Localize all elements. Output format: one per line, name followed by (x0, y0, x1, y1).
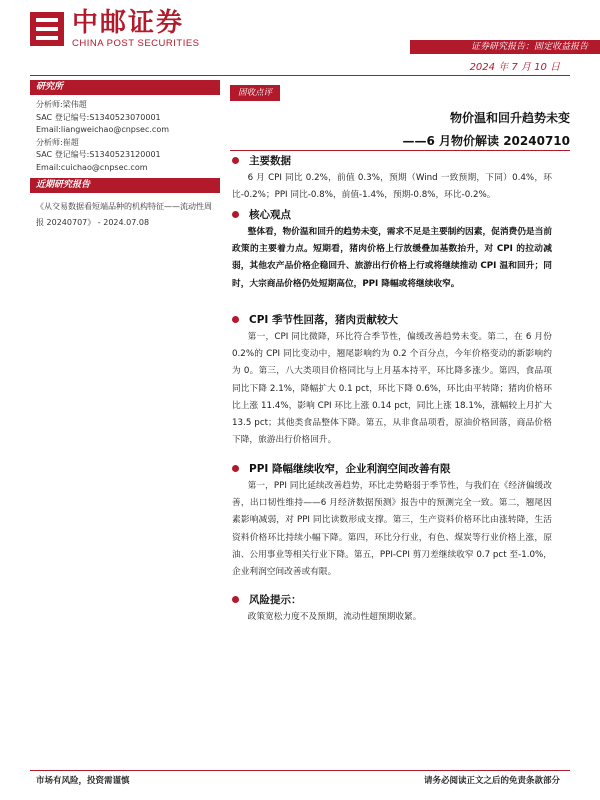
recent-reports-heading: 近期研究报告 (30, 178, 220, 193)
footer-disclaimer: 请务必阅读正文之后的免责条款部分 (423, 776, 560, 786)
brand-logo (30, 8, 200, 49)
report-category: 证券研究报告：固定收益报告 (470, 42, 588, 52)
section-text: 第一，PPI 同比延续改善趋势，环比走势略弱于季节性，与我们在《经济偏缓改善，出口韧性维持——6 月经济数据预测》报告中的预测完全一致。第二，翘尾因素影响减弱，对 PPI 同比读数形成支撑。第三，生产资料价格环比由涨转降，生活资料价格环比持续小幅下降。第四，环比分行业，有色、煤炭等行业价格上涨，原油、公用事业等相关行业下降。第五，PPI-CPI 剪刀差继续收窄 0.7 pct 至-1.0%，企业利润空间改善或有限。 (232, 481, 552, 578)
section-heading-core-views (232, 207, 291, 222)
recent-report-link[interactable]: 《从交易数据看短端品种的机构特征——流动性周报 20240707》 - 2024.07.08 (36, 202, 212, 227)
page-header (0, 0, 600, 80)
section-heading-cpi (232, 312, 398, 327)
section-heading-risk (232, 592, 302, 607)
section-title: 核心观点 (249, 209, 291, 221)
analyst-line: SAC 登记编号:S1340523120001 (36, 150, 161, 159)
report-type-tag: 固收点评 (230, 85, 280, 101)
main-content (230, 80, 570, 149)
report-date: 2024 年 7 月 10 日 (469, 62, 560, 73)
section-text: 6 月 CPI 同比 0.2%，前值 0.3%，预期（Wind 一致预期，下同）0.4%，环比-0.2%；PPI 同比-0.8%，前值-1.4%，预期-0.8%，环比-0.2%。 (232, 173, 552, 201)
analyst-line: SAC 登记编号:S1340523070001 (36, 112, 161, 122)
section-heading-key-data (232, 153, 291, 168)
analyst-info (30, 95, 220, 178)
section-heading-ppi (232, 461, 450, 476)
bullet-icon (232, 316, 239, 323)
footer-risk-note: 市场有风险，投资需谨慎 (36, 776, 130, 786)
analyst-email[interactable]: Email:liangweichao@cnpsec.com (36, 125, 170, 134)
researcher-heading: 研究所 (30, 80, 220, 95)
report-category-bar (410, 40, 600, 54)
report-subtitle: ——6 月物价解读 20240710 (402, 134, 570, 148)
section-text: 第一，CPI 同比微降，环比符合季节性，偏缓改善趋势未变。第二，在 6 月份 0.2%的 CPI 同比变动中，翘尾影响约为 0.2 个百分点，今年价格变动的新影响约为 0。第三，八大类项目价格同比与上月基本持平，环比降多涨少。第四，食品项同比下降 2.1%，降幅扩大 0.1 pct，环比下降 0.6%，环比由平转降；猪肉价格环比上涨 11.4%，影响 CPI 环比上涨 0.14 pct，同比上涨 18.1%，涨幅较上月扩大 13.5 pct；其他类食品整体下降。第五，从非食品项看，原油价格回落，商品价格下降，旅游出行价格回升。 (232, 332, 552, 446)
section-title: CPI 季节性回落，猪肉贡献较大 (249, 314, 398, 326)
title-divider (230, 150, 570, 151)
analyst-line: 分析师:崔超 (36, 137, 79, 147)
bullet-icon (232, 465, 239, 472)
sidebar (30, 80, 220, 237)
analyst-email[interactable]: Email:cuichao@cnpsec.com (36, 162, 148, 172)
analyst-line: 分析师:梁伟超 (36, 100, 87, 109)
section-text: 政策宽松力度不及预期，流动性超预期收紧。 (247, 612, 422, 622)
report-title: 物价温和回升趋势未变 (449, 111, 570, 125)
section-title: 风险提示： (249, 594, 302, 606)
section-title: 主要数据 (249, 155, 291, 167)
footer-divider (30, 770, 570, 771)
section-title: PPI 降幅继续收窄，企业利润空间改善有限 (249, 463, 451, 475)
bullet-icon (232, 211, 239, 218)
bullet-icon (232, 596, 239, 603)
logo-icon (30, 12, 64, 46)
section-text: 整体看，物价温和回升的趋势未变，需求不足是主要制约因素，促消费仍是当前政策的主要着力点。短期看，猪肉价格上行放缓叠加基数抬升，对 CPI 的拉动减弱，其他农产品价格企稳回升、旅游出行价格上行或将继续推动 CPI 温和回升；同时，大宗商品价格仍处短期高位，PPI 降幅或将继续收窄。 (232, 227, 552, 289)
bullet-icon (232, 157, 239, 164)
header-divider (30, 75, 570, 76)
brand-name-en: CHINA POST SECURITIES (72, 38, 200, 49)
brand-name-cn: 中邮证券 (72, 8, 185, 38)
